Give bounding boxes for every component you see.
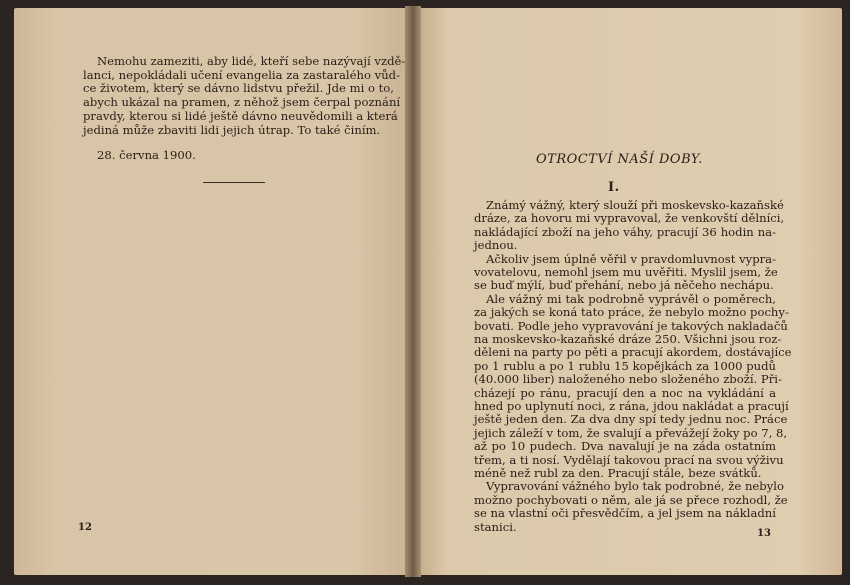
text-line: děleni na party po pěti a pracují akordem, dostávajíce [474, 345, 792, 360]
text-line: hned po uplynutí noci, z rána, jdou nakládat a pracují [474, 399, 789, 413]
text-line: nakládající zboží na jeho váhy, pracují 36 hodin na- [474, 224, 776, 239]
text-line: jediná může zbaviti lidi jejich útrap. To také činím. [83, 122, 381, 137]
text-line: za jakých se koná tato práce, že nebylo možno pochy- [474, 305, 789, 320]
text-line: se buď mýlí, buď přehání, nebo já něčeho nechápu. [474, 278, 774, 293]
page-number-right: 13 [757, 528, 771, 539]
text-line: pravdy, kterou si lidé ještě dávno neuvědomili a která [83, 108, 398, 123]
text-line: ce životem, který se dávno lidstvu přežil. Jde mi o to, [83, 81, 394, 96]
book-spine-gutter [405, 6, 421, 577]
text-line: abych ukázal na pramen, z něhož jsem čerpal poznání [83, 95, 401, 110]
chapter-title: OTROCTVÍ NAŠÍ DOBY. [536, 152, 703, 167]
text-line: až po 10 pudech. Dva navalují je na záda ostatním [474, 439, 776, 454]
text-line: Ačkoliv jsem úplně věřil v pravdomluvnost vypra- [486, 251, 776, 266]
text-line: jednou. [474, 238, 518, 253]
text-line: Ale vážný mi tak podrobně vyprávěl o poměrech, [486, 291, 776, 306]
text-line: méně než rubl za den. Pracují stále, beze svátků. [474, 466, 762, 480]
text-line: na moskevsko-kazaňské dráze 250. Všichni jsou roz- [474, 332, 782, 346]
text-line: bovati. Podle jeho vypravování je takových nakladačů [474, 318, 788, 333]
text-line: po 1 rublu a po 1 rublu 15 kopějkách za 1000 pudů [474, 358, 776, 373]
text-line: ještě jeden den. Za dva dny spí tedy jednu noc. Práce [474, 412, 788, 427]
text-line: vovatelovu, nemohl jsem mu uvěřiti. Myslil jsem, že [474, 265, 778, 279]
text-line: Vypravování vážného bylo tak podrobné, že nebylo [486, 479, 784, 494]
chapter-number: I. [608, 180, 620, 195]
page-number-left: 12 [78, 522, 92, 533]
text-line: možno pochybovati o něm, ale já se přece rozhodl, že [474, 492, 788, 507]
text-line: Nemohu zameziti, aby lidé, kteří sebe nazývají vzdě- [97, 54, 406, 68]
text-line: se na vlastní oči přesvědčím, a jel jsem na nákladní [474, 506, 776, 521]
text-line: Známý vážný, který slouží při moskevsko-kazaňské [486, 198, 784, 212]
date: 28. června 1900. [97, 148, 196, 162]
text-line: dráze, za hovoru mi vypravoval, že venkovští dělníci, [474, 211, 785, 226]
separator-dash [203, 182, 265, 183]
text-line: lanci, nepokládali učení evangelia za zastaralého vůd- [83, 67, 400, 82]
text-line: třem, a ti nosí. Vydělají takovou prací na svou výživu [474, 452, 784, 467]
text-line: jejich záleží v tom, že svalují a převážejí žoky po 7, 8, [474, 425, 788, 440]
text-line: stanici. [474, 519, 517, 534]
text-line: cházejí po ránu, pracují den a noc na vykládání a [474, 385, 776, 400]
text-line: (40.000 liber) naloženého nebo složeného zboží. Při- [474, 372, 782, 387]
